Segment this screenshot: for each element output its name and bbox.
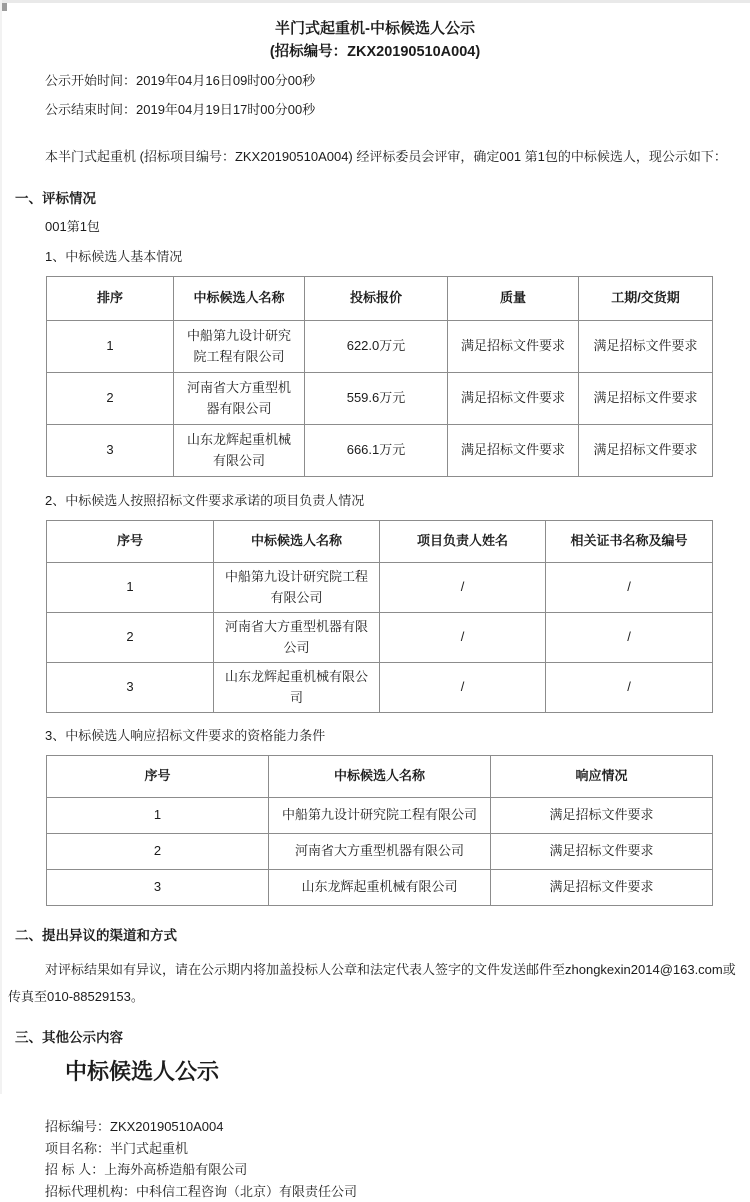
subsection1-title: 1、中标候选人基本情况: [45, 249, 750, 265]
col-header-candidate-name: 中标候选人名称: [269, 756, 491, 798]
page-corner-artifact: [2, 3, 7, 11]
table-row: [47, 798, 713, 834]
detail-agency: 招标代理机构：中科信工程咨询（北京）有限责任公司: [45, 1181, 730, 1202]
qualification-table: [46, 755, 713, 906]
intro-paragraph: 本半门式起重机 (招标项目编号：ZKX20190510A004) 经评标委员会评审，确定001 第1包的中标候选人，现公示如下：: [8, 148, 740, 165]
col-header-candidate-name: 中标候选人名称: [174, 277, 305, 321]
cell-serial: 1: [47, 798, 269, 834]
cell-candidate-name: 山东龙辉起重机械有限公司: [214, 663, 380, 713]
cell-bid-price: 559.6万元: [305, 373, 448, 425]
cell-candidate-name: 山东龙辉起重机械有限公司: [269, 870, 491, 906]
cell-quality: 满足招标文件要求: [448, 425, 579, 477]
cell-response: 满足招标文件要求: [491, 834, 713, 870]
cell-candidate-name: 中船第九设计研究院工程有限公司: [214, 563, 380, 613]
cell-response: 满足招标文件要求: [491, 870, 713, 906]
basic-info-table: [46, 276, 713, 477]
table-row: [47, 663, 713, 713]
subsection3-title: 3、中标候选人响应招标文件要求的资格能力条件: [45, 728, 750, 744]
objection-paragraph: 对评标结果如有异议，请在公示期内将加盖投标人公章和法定代表人签字的文件发送邮件至zhongkexin2014@163.com或传真至010-88529153。: [8, 956, 742, 1010]
table-row: [47, 373, 713, 425]
col-header-rank: 排序: [47, 277, 174, 321]
cell-candidate-name: 河南省大方重型机器有限公司: [269, 834, 491, 870]
table-row: [47, 870, 713, 906]
cell-rank: 3: [47, 425, 174, 477]
table-row: [47, 425, 713, 477]
table-row: [47, 321, 713, 373]
cell-delivery: 满足招标文件要求: [579, 321, 713, 373]
page-left-edge: [0, 0, 2, 1094]
subsection2-title: 2、中标候选人按照招标文件要求承诺的项目负责人情况: [45, 493, 750, 509]
cell-bid-price: 666.1万元: [305, 425, 448, 477]
cell-certificate: /: [546, 613, 713, 663]
cell-certificate: /: [546, 663, 713, 713]
package-label: 001第1包: [45, 219, 750, 235]
cell-delivery: 满足招标文件要求: [579, 425, 713, 477]
col-header-quality: 质量: [448, 277, 579, 321]
page-top-edge: [0, 0, 750, 3]
announcement-subtitle: 中标候选人公示: [65, 1058, 750, 1086]
detail-tenderee: 招 标 人：上海外高桥造船有限公司: [45, 1159, 730, 1181]
cell-manager-name: /: [380, 663, 546, 713]
cell-rank: 2: [47, 373, 174, 425]
col-header-response: 响应情况: [491, 756, 713, 798]
cell-candidate-name: 中船第九设计研究院工程有限公司: [269, 798, 491, 834]
tender-number-subtitle: (招标编号：ZKX20190510A004): [0, 44, 750, 61]
detail-project-name: 项目名称：半门式起重机: [45, 1138, 730, 1160]
cell-candidate-name: 中船第九设计研究院工程有限公司: [174, 321, 305, 373]
project-manager-table: [46, 520, 713, 713]
table-header-row: [47, 277, 713, 321]
col-header-serial: 序号: [47, 756, 269, 798]
publicity-end-time: 公示结束时间：2019年04月19日17时00分00秒: [45, 102, 730, 118]
table-row: [47, 834, 713, 870]
page-title: 半门式起重机-中标候选人公示: [0, 0, 750, 38]
cell-candidate-name: 河南省大方重型机器有限公司: [214, 613, 380, 663]
col-header-candidate-name: 中标候选人名称: [214, 521, 380, 563]
cell-serial: 3: [47, 870, 269, 906]
section2-heading: 二、提出异议的渠道和方式: [15, 928, 735, 944]
table-header-row: [47, 521, 713, 563]
detail-tender-number: 招标编号：ZKX20190510A004: [45, 1116, 730, 1138]
col-header-bid-price: 投标报价: [305, 277, 448, 321]
cell-serial: 2: [47, 613, 214, 663]
col-header-serial: 序号: [47, 521, 214, 563]
cell-quality: 满足招标文件要求: [448, 373, 579, 425]
cell-serial: 1: [47, 563, 214, 613]
cell-candidate-name: 山东龙辉起重机械有限公司: [174, 425, 305, 477]
cell-quality: 满足招标文件要求: [448, 321, 579, 373]
col-header-delivery: 工期/交货期: [579, 277, 713, 321]
section3-heading: 三、其他公示内容: [15, 1030, 735, 1046]
cell-certificate: /: [546, 563, 713, 613]
cell-serial: 2: [47, 834, 269, 870]
section1-heading: 一、评标情况: [15, 191, 735, 207]
cell-manager-name: /: [380, 613, 546, 663]
table-header-row: [47, 756, 713, 798]
cell-serial: 3: [47, 663, 214, 713]
cell-bid-price: 622.0万元: [305, 321, 448, 373]
table-row: [47, 563, 713, 613]
table-row: [47, 613, 713, 663]
cell-candidate-name: 河南省大方重型机器有限公司: [174, 373, 305, 425]
cell-response: 满足招标文件要求: [491, 798, 713, 834]
project-details: [45, 1116, 730, 1202]
publicity-start-time: 公示开始时间：2019年04月16日09时00分00秒: [45, 73, 730, 89]
cell-delivery: 满足招标文件要求: [579, 373, 713, 425]
col-header-manager-name: 项目负责人姓名: [380, 521, 546, 563]
cell-manager-name: /: [380, 563, 546, 613]
cell-rank: 1: [47, 321, 174, 373]
col-header-certificate: 相关证书名称及编号: [546, 521, 713, 563]
